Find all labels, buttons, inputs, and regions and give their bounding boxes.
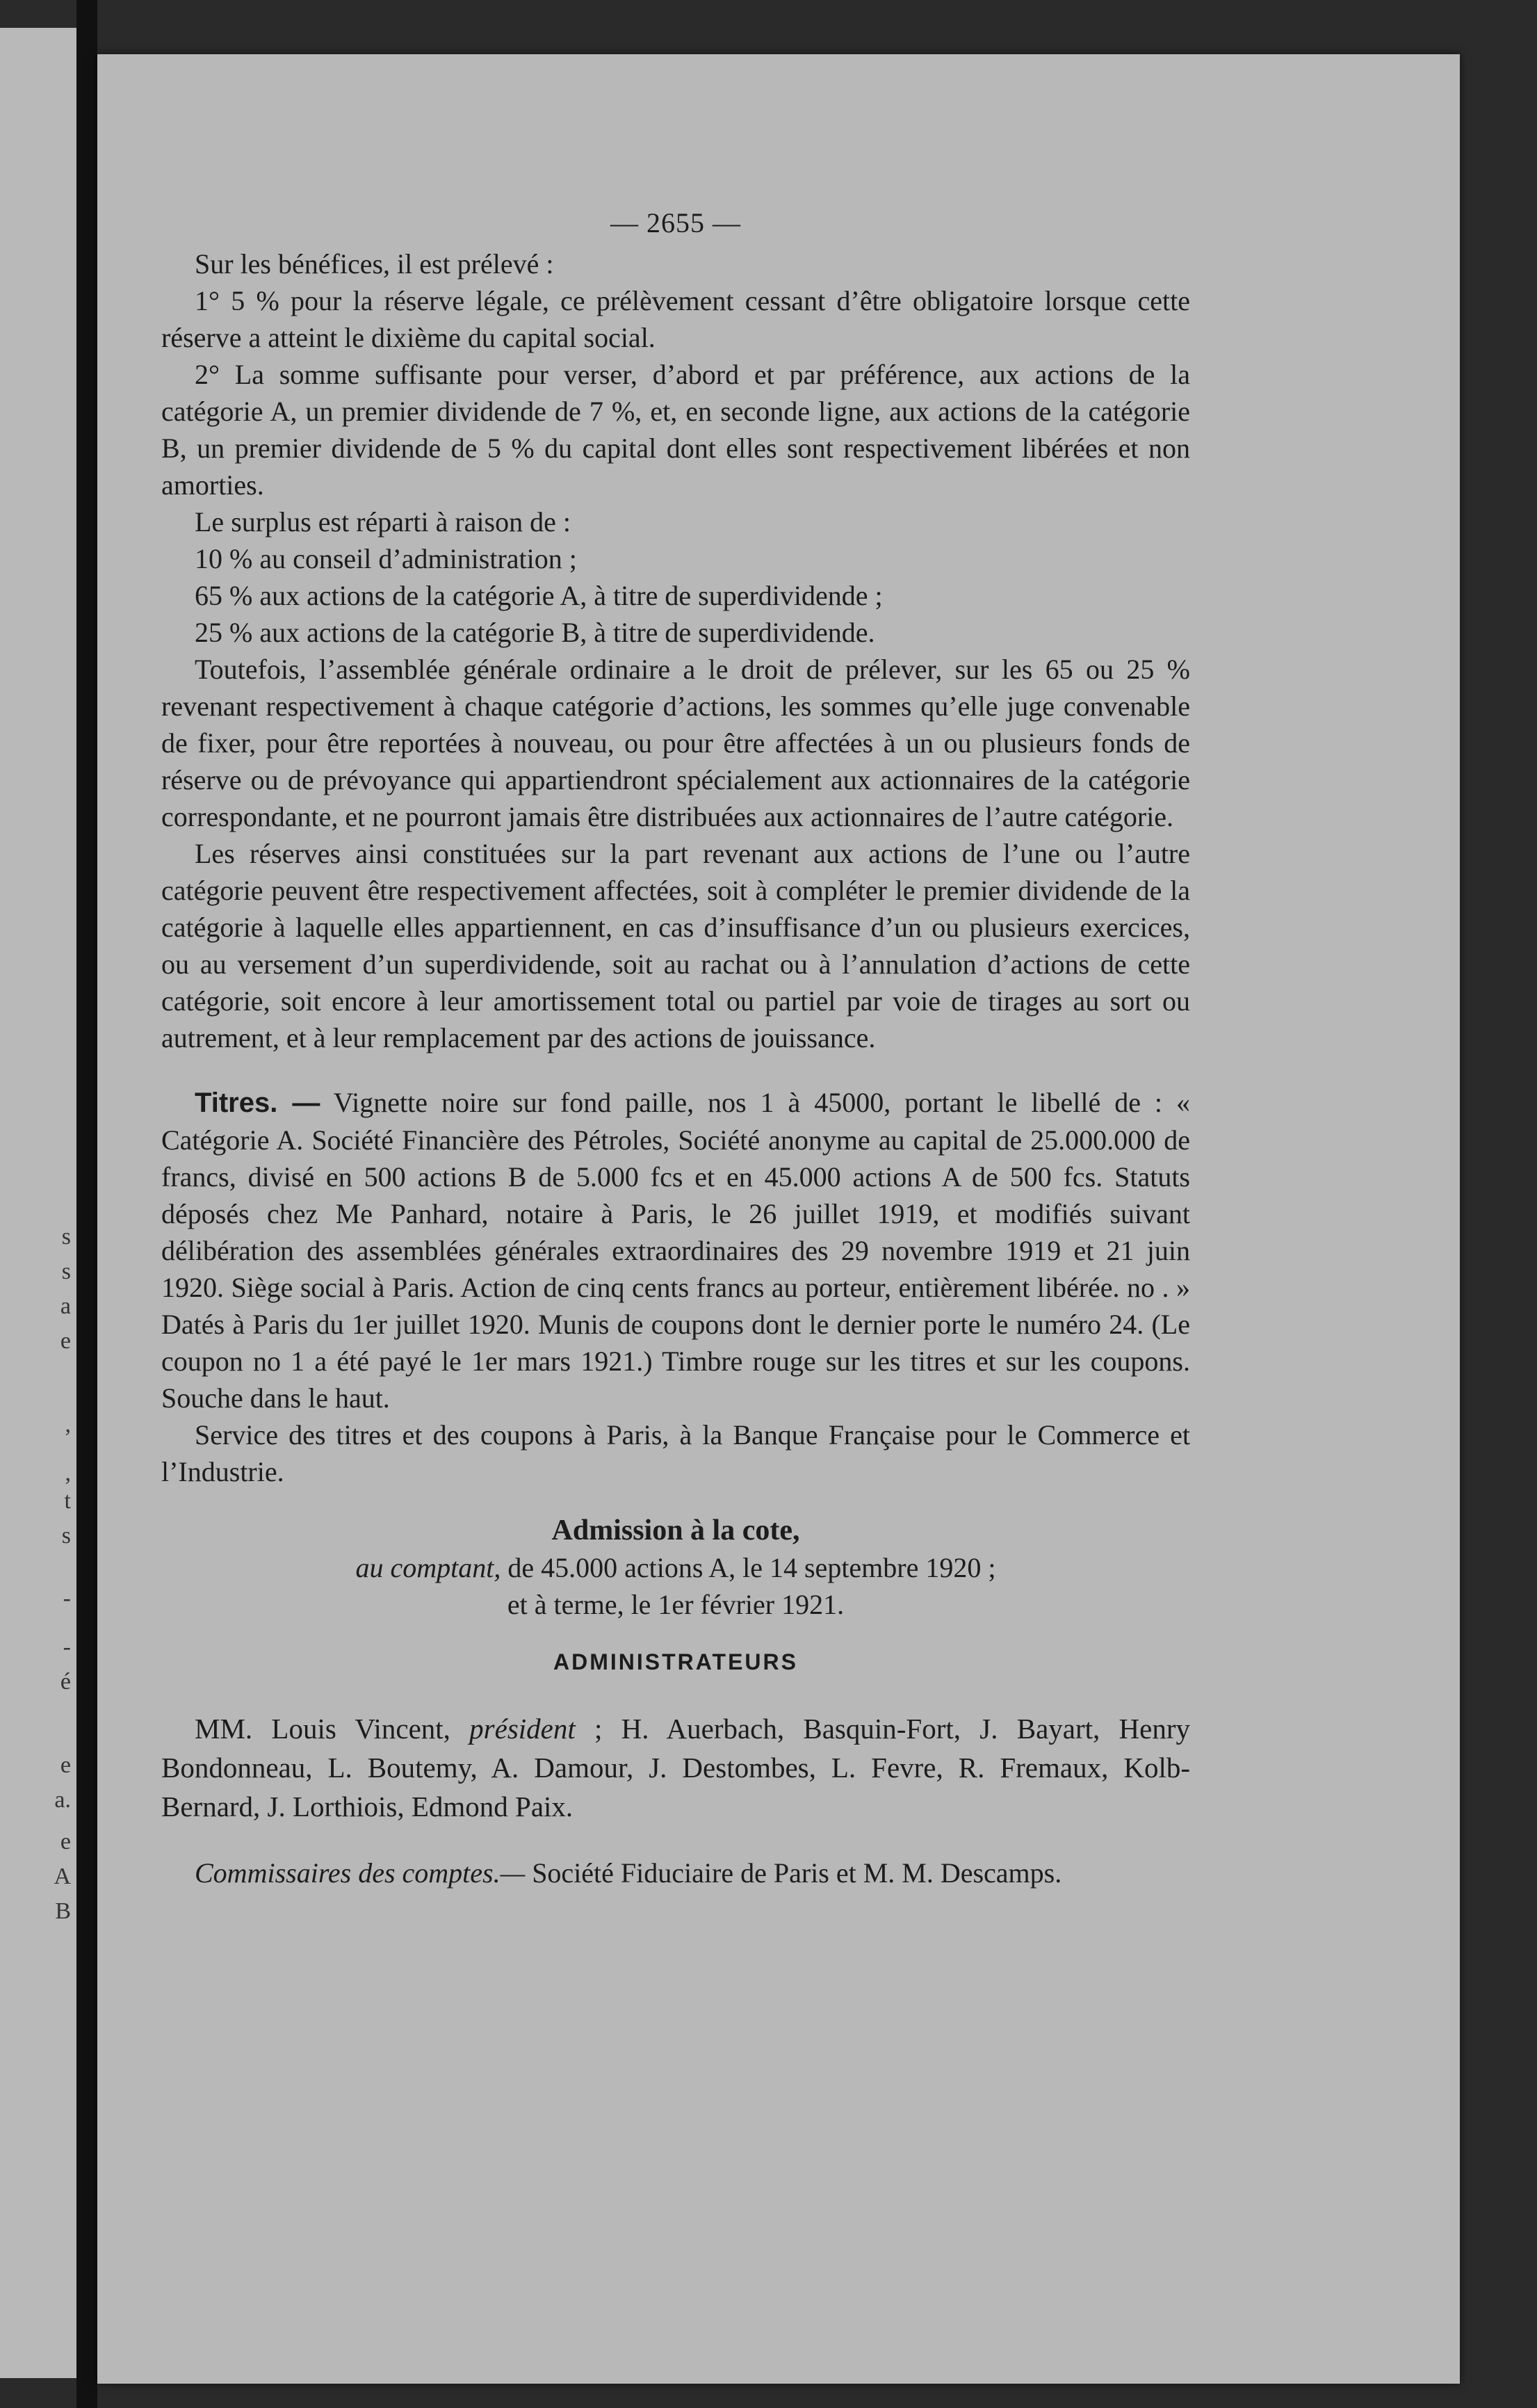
list-item: 10 % au conseil d’administration ; [195, 543, 577, 574]
admission-line-1 [161, 1549, 1190, 1586]
admission-line-2: et à terme, le 1er février 1921. [507, 1589, 845, 1620]
admins-prefix: MM. Louis Vincent, [195, 1713, 470, 1745]
adjacent-page-fragment: a [60, 1293, 71, 1319]
intro-line: Sur les bénéfices, il est prélevé : [195, 248, 554, 280]
adjacent-page-fragment: a. [54, 1787, 71, 1813]
page [97, 54, 1460, 2384]
adjacent-page-fragment: é [60, 1669, 71, 1695]
list-item: 25 % aux actions de la catégorie B, à titre de superdividende. [195, 617, 875, 648]
commissaires-label: Commissaires des comptes.— [195, 1857, 526, 1889]
adjacent-page-fragment: A [54, 1864, 71, 1889]
admission-comptant: au comptant, [355, 1552, 501, 1583]
adjacent-page-fragment: t [64, 1488, 71, 1514]
paragraph-reserve-legale: 1° 5 % pour la réserve légale, ce prélèvement cessant d’être obligatoire lorsque cette réserve a atteint le dixième du capital social. [161, 285, 1190, 353]
paragraph-reserves: Les réserves ainsi constituées sur la part revenant aux actions de l’une ou l’autre catégorie peuvent être respectivement affectées, soit à compléter le premier dividende de la catégorie à laquelle elles appartiennent, en cas d’insuffisance d’un ou plusieurs exercices, ou au versement d’un superdividende, soit au rachat ou à l’annulation d’actions de cette catégorie, soit encore à leur amortissement total ou partiel par voie de tirages au sort ou autrement, et à leur remplacement par des actions de jouissance. [161, 838, 1190, 1053]
administrateurs-heading: ADMINISTRATEURS [553, 1649, 798, 1674]
adjacent-page-fragment: e [60, 1752, 71, 1778]
adjacent-page-fragment: e [60, 1829, 71, 1855]
paragraph-service: Service des titres et des coupons à Paris, à la Banque Française pour le Commerce et l’Industrie. [161, 1419, 1190, 1487]
adjacent-page-fragment: , [65, 1412, 71, 1437]
adjacent-page-fragment: - [63, 1634, 71, 1660]
adjacent-page-fragment: B [55, 1898, 71, 1924]
admins-president: président [469, 1713, 576, 1745]
admission-comptant-rest: de 45.000 actions A, le 14 septembre 1920 ; [501, 1552, 996, 1583]
adjacent-page-fragment: - [63, 1585, 71, 1611]
administrateurs-list [161, 1709, 1190, 1826]
adjacent-page-fragment: s [61, 1259, 71, 1284]
adjacent-page-strip [0, 28, 76, 2378]
paragraph-titres [161, 1084, 1190, 1416]
adjacent-page-fragment: s [61, 1523, 71, 1549]
list-item: 65 % aux actions de la catégorie A, à titre de superdividende ; [195, 580, 883, 611]
titres-text: Vignette noire sur fond paille, nos 1 à 45000, portant le libellé de : « Catégorie A. Société Financière des Pétroles, Société anonyme au capital de 25.000.000 de francs, divisé en 500 actions B de 5.000 fcs et en 45.000 actions A de 500 fcs. Statuts déposés chez Me Panhard, notaire à Paris, le 26 juillet 1919, et modifiés suivant délibération des assemblées générales extraordinaires des 29 novembre 1919 et 21 juin 1920. Siège social à Paris. Action de cinq cents francs au porteur, entièrement libérée. no . » Datés à Paris du 1er juillet 1920. Munis de coupons dont le dernier porte le numéro 24. (Le coupon no 1 a été payé le 1er mars 1921.) Timbre rouge sur les titres et sur les coupons. Souche dans le haut. [161, 1087, 1191, 1414]
adjacent-page-fragment: s [61, 1224, 71, 1250]
page-number: — 2655 — [610, 207, 741, 239]
commissaires-text: Société Fiduciaire de Paris et M. M. Descamps. [525, 1857, 1062, 1889]
commissaires-line [161, 1855, 1190, 1891]
admission-title: Admission à la cote, [551, 1514, 800, 1546]
paragraph-toutefois: Toutefois, l’assemblée générale ordinaire a le droit de prélever, sur les 65 ou 25 % revenant respectivement à chaque catégorie d’actions, les sommes qu’elle juge convenable de fixer, pour être reportées à nouveau, ou pour être affectées à un ou plusieurs fonds de réserve ou de prévoyance qui appartiendront spécialement aux actionnaires de la catégorie correspondante, et ne pourront jamais être distribuées aux actionnaires de l’autre catégorie. [161, 654, 1190, 832]
spacer [161, 1056, 1190, 1084]
paragraph-surplus: Le surplus est réparti à raison de : [195, 506, 571, 538]
titres-label: Titres. — [195, 1088, 320, 1118]
paragraph-premier-dividende: 2° La somme suffisante pour verser, d’abord et par préférence, aux actions de la catégorie A, un premier dividende de 7 %, et, en seconde ligne, aux actions de la catégorie B, un premier dividende de 5 % du capital dont elles sont respectivement libérées et non amorties. [161, 359, 1190, 501]
page-content [161, 204, 1190, 1919]
admins-rest: ; H. Auerbach, Basquin-Fort, J. Bayart, Henry Bondonneau, L. Boutemy, A. Damour, J. Destombes, L. Fevre, R. Fremaux, Kolb-Bernard, J. Lorthiois, Edmond Paix. [161, 1713, 1191, 1823]
book-gutter [76, 0, 97, 2408]
spacer [161, 1490, 1190, 1505]
adjacent-page-fragment: , [65, 1460, 71, 1486]
adjacent-page-fragment: e [60, 1328, 71, 1354]
